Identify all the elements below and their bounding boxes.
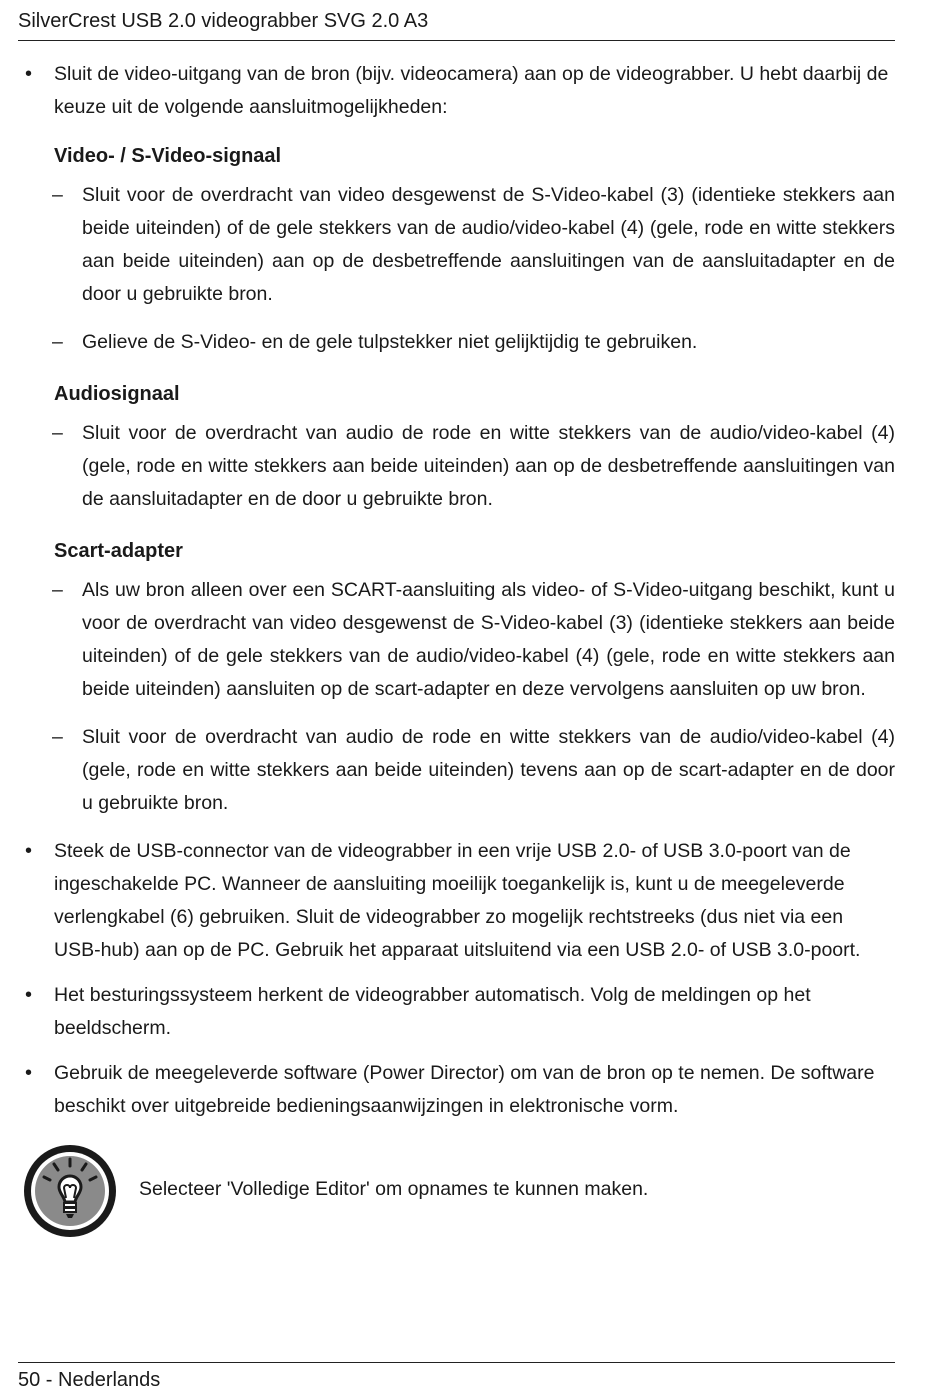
- heading-scart-adapter: Scart-adapter: [54, 540, 183, 562]
- bullet-usb-connect: • Steek de USB-connector van de videograbber in een vrije USB 2.0- of USB 3.0-poort van de ingeschakelde PC. Wanneer de aansluiting moeilijk toegankelijk is, kunt u de meegeleverde verlengkabel (6) gebruiken. Sluit de videograbber zo mogelijk rechtstreeks (dus niet via een USB-hub) aan op de PC. Gebruik het apparaat uitsluitend via een USB 2.0- of USB 3.0-poort.: [0, 835, 950, 967]
- step-scart-video: – Als uw bron alleen over een SCART-aansluiting als video- of S-Video-uitgang beschikt, kunt u voor de overdracht van video desgewenst de S-Video-kabel (3) (identieke stekkers aan beide uiteinden) of de gele stekkers van de audio/video-kabel (4) (gele, rode en witte stekkers aan beide uiteinden) aansluiten op de scart-adapter en deze vervolgens aansluiten op uw bron.: [0, 574, 950, 706]
- step-audio-cable: – Sluit voor de overdracht van audio de rode en witte stekkers van de audio/video-kabel (4) (gele, rode en witte stekkers aan beide uiteinden) aan op de desbetreffende aansluitingen van de aansluitadapter en de door u gebruikte bron.: [0, 417, 950, 516]
- bullet-connect-source: • Sluit de video-uitgang van de bron (bijv. videocamera) aan op de videograbber. U hebt daarbij de keuze uit de volgende aansluitmogelijkheden:: [0, 58, 950, 124]
- step-scart-audio: – Sluit voor de overdracht van audio de rode en witte stekkers van de audio/video-kabel (4) (gele, rode en witte stekkers aan beide uiteinden) tevens aan op de scart-adapter en de door u gebruikte bron.: [0, 721, 950, 820]
- page-header: [18, 6, 895, 41]
- page-number: 50 - Nederlands: [18, 1369, 161, 1391]
- heading-video-signal: Video- / S-Video-signaal: [54, 145, 282, 167]
- lightbulb-icon: [22, 1143, 118, 1239]
- bullet-software: • Gebruik de meegeleverde software (Power Director) om van de bron op te nemen. De software beschikt over uitgebreide bedieningsaanwijzingen in elektronische vorm.: [0, 1057, 950, 1123]
- bullet-os-detect: • Het besturingssysteem herkent de videograbber automatisch. Volg de meldingen op het beeldscherm.: [0, 979, 950, 1045]
- heading-audio-signal: Audiosignaal: [54, 383, 180, 405]
- step-video-cable: – Sluit voor de overdracht van video desgewenst de S-Video-kabel (3) (identieke stekkers aan beide uiteinden) of de gele stekkers van de audio/video-kabel (4) (gele, rode en witte stekkers aan beide uiteinden) aan op de desbetreffende aansluitingen van de aansluitadapter en de door u gebruikte bron.: [0, 179, 950, 311]
- content: [0, 58, 950, 1123]
- tip-text: Selecteer 'Volledige Editor' om opnames te kunnen maken.: [139, 1178, 649, 1200]
- document-title: SilverCrest USB 2.0 videograbber SVG 2.0 A3: [18, 10, 429, 32]
- step-video-warning: – Gelieve de S-Video- en de gele tulpstekker niet gelijktijdig te gebruiken.: [0, 326, 950, 359]
- tip-box: [22, 1143, 902, 1239]
